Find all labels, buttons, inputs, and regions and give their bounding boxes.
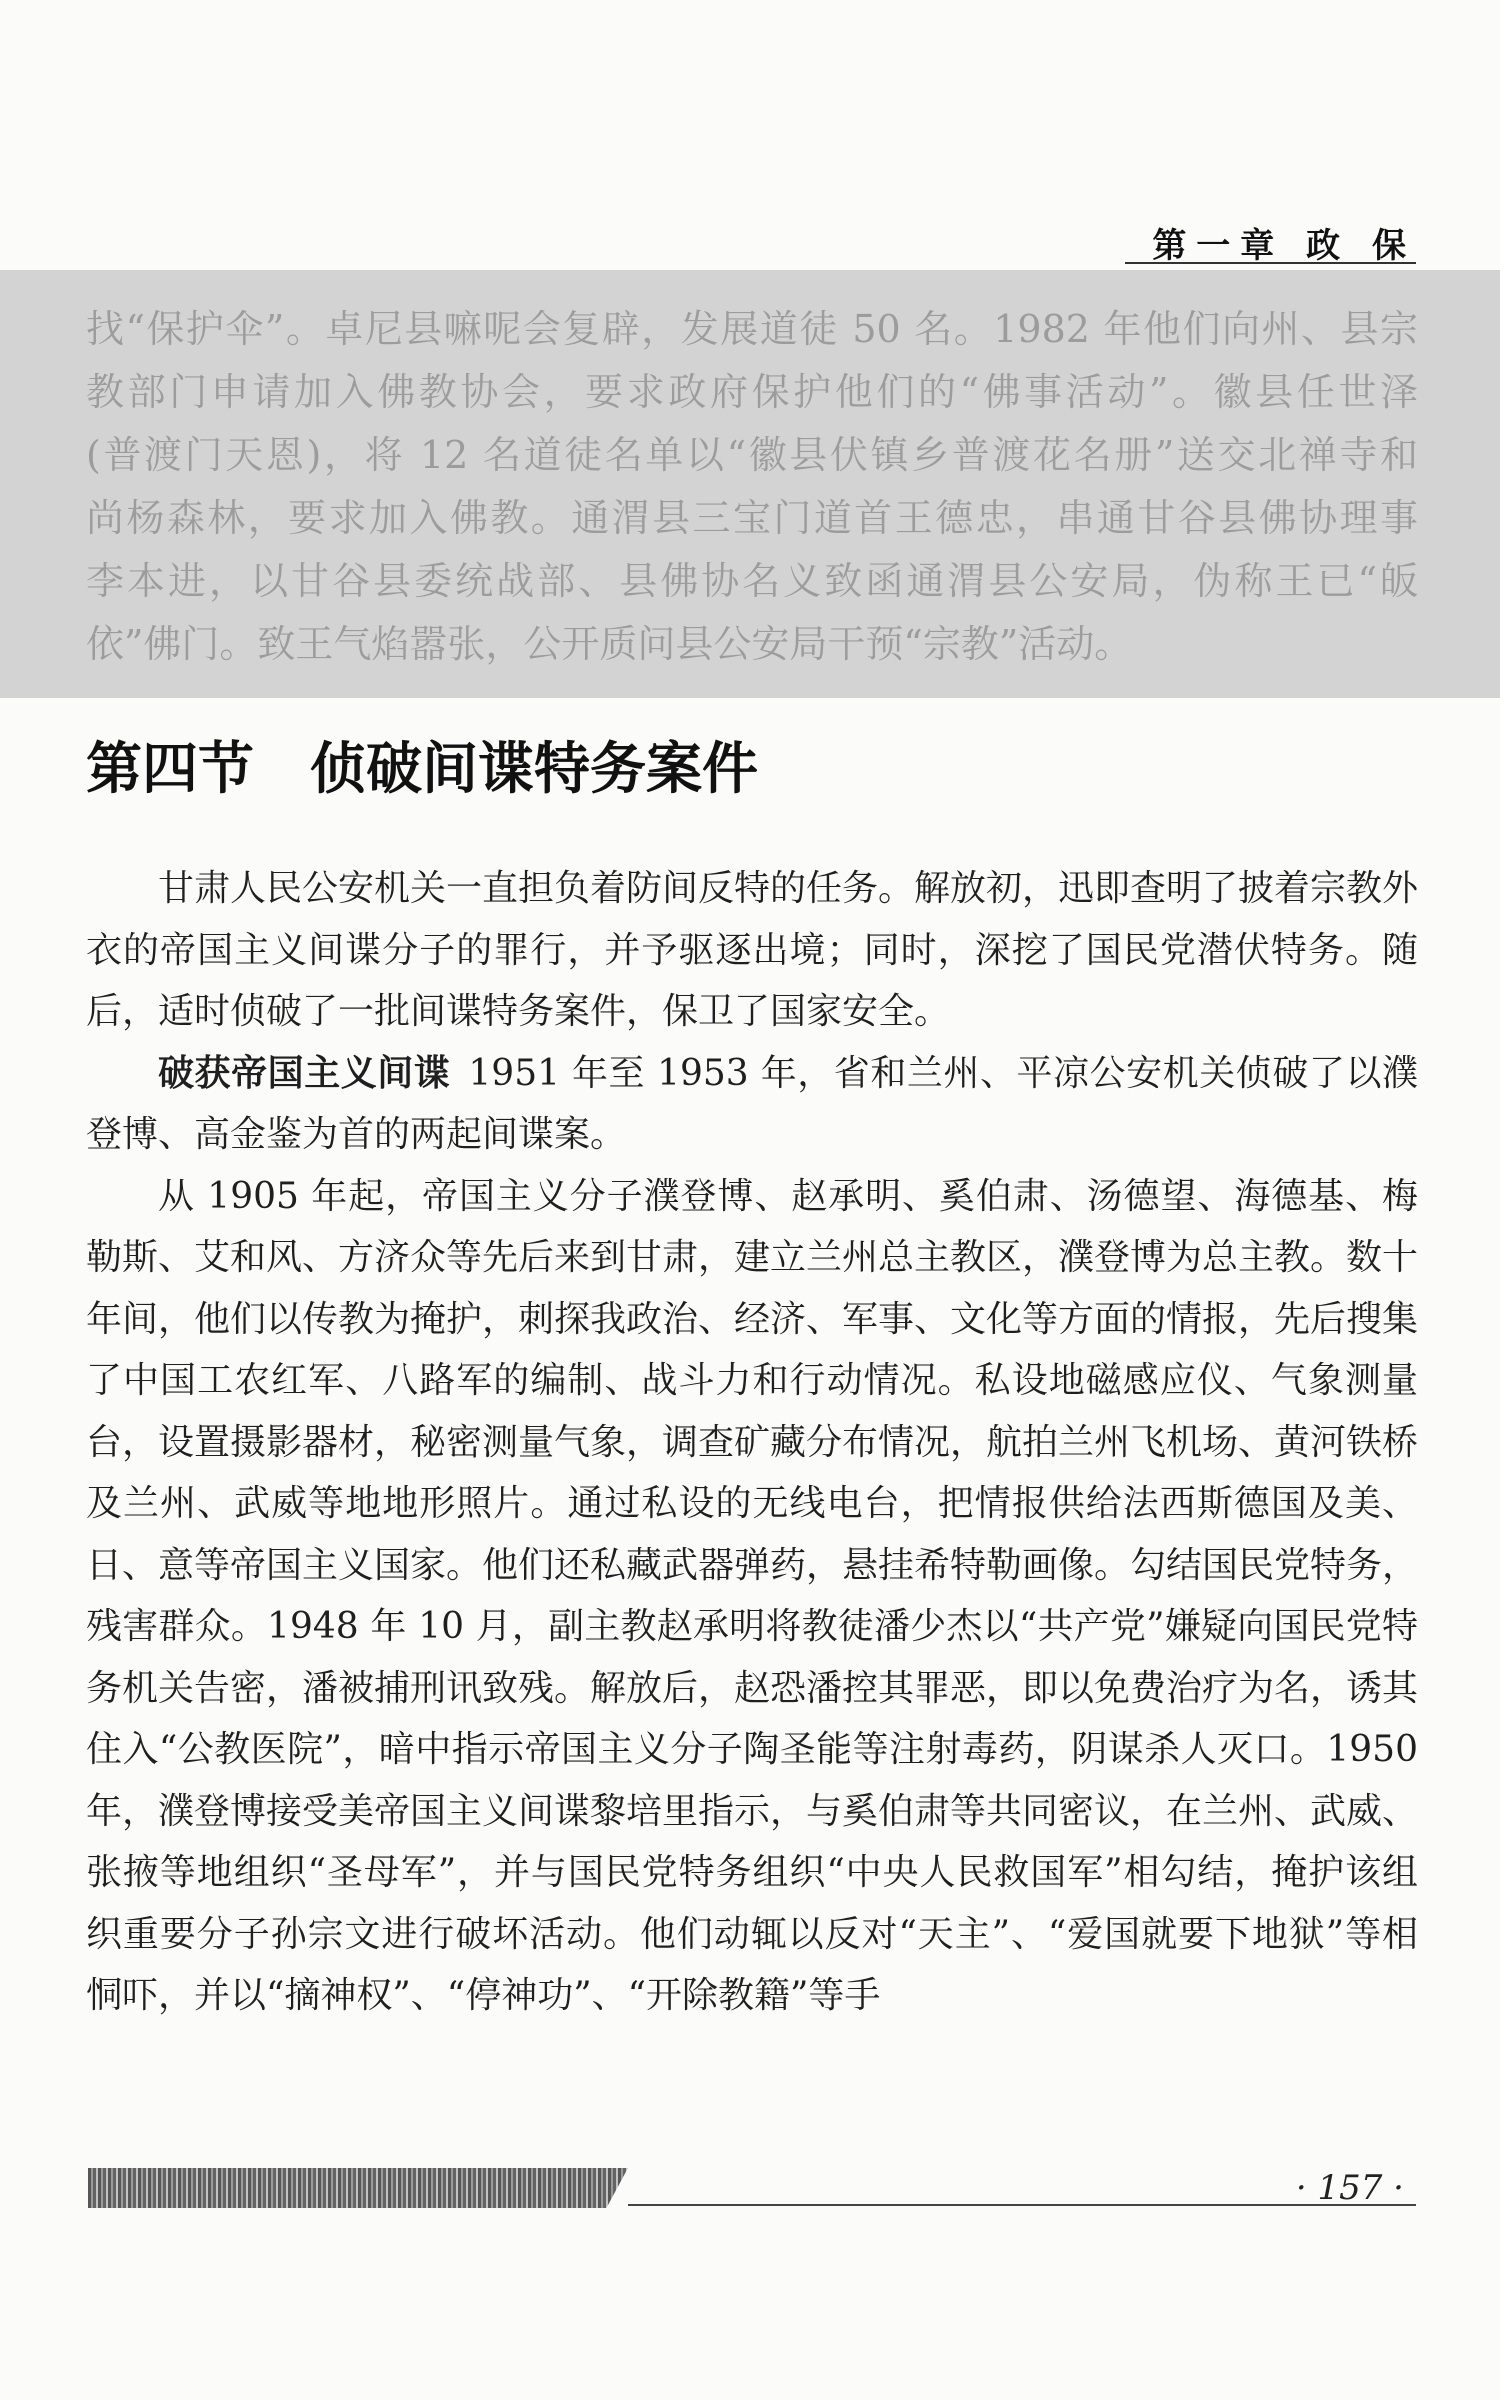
prev-line: (普渡门天恩)，将 12 名道徒名单以“徽县伏镇乡普渡花名册”送交北禅寺和 [86, 433, 1418, 477]
footer-book-title-band [88, 2168, 628, 2208]
paragraph-intro: 甘肃人民公安机关一直担负着防间反特的任务。解放初，迅即查明了披着宗教外衣的帝国主义间谍分子的罪行，并予驱逐出境；同时，深挖了国民党潜伏特务。随后，适时侦破了一批间谍特务案件，保卫了国家安全。 [86, 868, 1419, 1032]
running-head: 第一章 政 保 [1152, 226, 1416, 266]
paragraph-espionage-text: 1951 年至 1953 年，省和兰州、平凉公安机关侦破了以濮登博、高金鉴为首的两起间谍案。 [86, 1052, 1418, 1155]
section-body [86, 858, 1418, 2027]
run-in-heading: 破获帝国主义间谍 [158, 1052, 451, 1094]
previous-section-text [86, 298, 1418, 676]
page-number: · 157 · [1295, 2168, 1404, 2208]
paragraph-espionage [86, 1043, 1418, 1166]
paragraph-details: 从 1905 年起，帝国主义分子濮登博、赵承明、奚伯肃、汤德望、海德基、梅勒斯、艾和风、方济众等先后来到甘肃，建立兰州总主教区，濮登博为总主教。数十年间，他们以传教为掩护，刺探我政治、经济、军事、文化等方面的情报，先后搜集了中国工农红军、八路军的编制、战斗力和行动情况。私设地磁感应仪、气象测量台，设置摄影器材，秘密测量气象，调查矿藏分布情况，航拍兰州飞机场、黄河铁桥及兰州、武威等地地形照片。通过私设的无线电台，把情报供给法西斯德国及美、日、意等帝国主义国家。他们还私藏武器弹药，悬挂希特勒画像。勾结国民党特务，残害群众。1948 年 10 月，副主教赵承明将教徒潘少杰以“共产党”嫌疑向国民党特务机关告密，潘被捕刑讯致残。解放后，赵恐潘控其罪恶，即以免费治疗为名，诱其住入“公教医院”，暗中指示帝国主义分子陶圣能等注射毒药，阴谋杀人灭口。1950 年，濮登博接受美帝国主义间谍黎培里指示，与奚伯肃等共同密议，在兰州、武威、张掖等地组织“圣母军”，并与国民党特务组织“中央人民救国军”相勾结，掩护该组织重要分子孙宗文进行破坏活动。他们动辄以反对“天主”、“爱国就要下地狱”等相恫吓，并以“摘神权”、“停神功”、“开除教籍”等手 [86, 1175, 1419, 2016]
prev-line: 教部门申请加入佛教协会，要求政府保护他们的“佛事活动”。徽县任世泽 [86, 370, 1418, 414]
header-rule [1125, 262, 1416, 264]
prev-line: 依”佛门。致王气焰嚣张，公开质问县公安局干预“宗教”活动。 [86, 622, 1133, 666]
prev-line: 李本进，以甘谷县委统战部、县佛协名义致函通渭县公安局，伪称王已“皈 [86, 559, 1418, 603]
section-title: 第四节 侦破间谍特务案件 [86, 737, 758, 802]
prev-line: 找“保护伞”。卓尼县嘛呢会复辟，发展道徒 50 名。1982 年他们向州、县宗 [86, 307, 1418, 351]
prev-line: 尚杨森林，要求加入佛教。通渭县三宝门道首王德忠，串通甘谷县佛协理事 [86, 496, 1418, 540]
